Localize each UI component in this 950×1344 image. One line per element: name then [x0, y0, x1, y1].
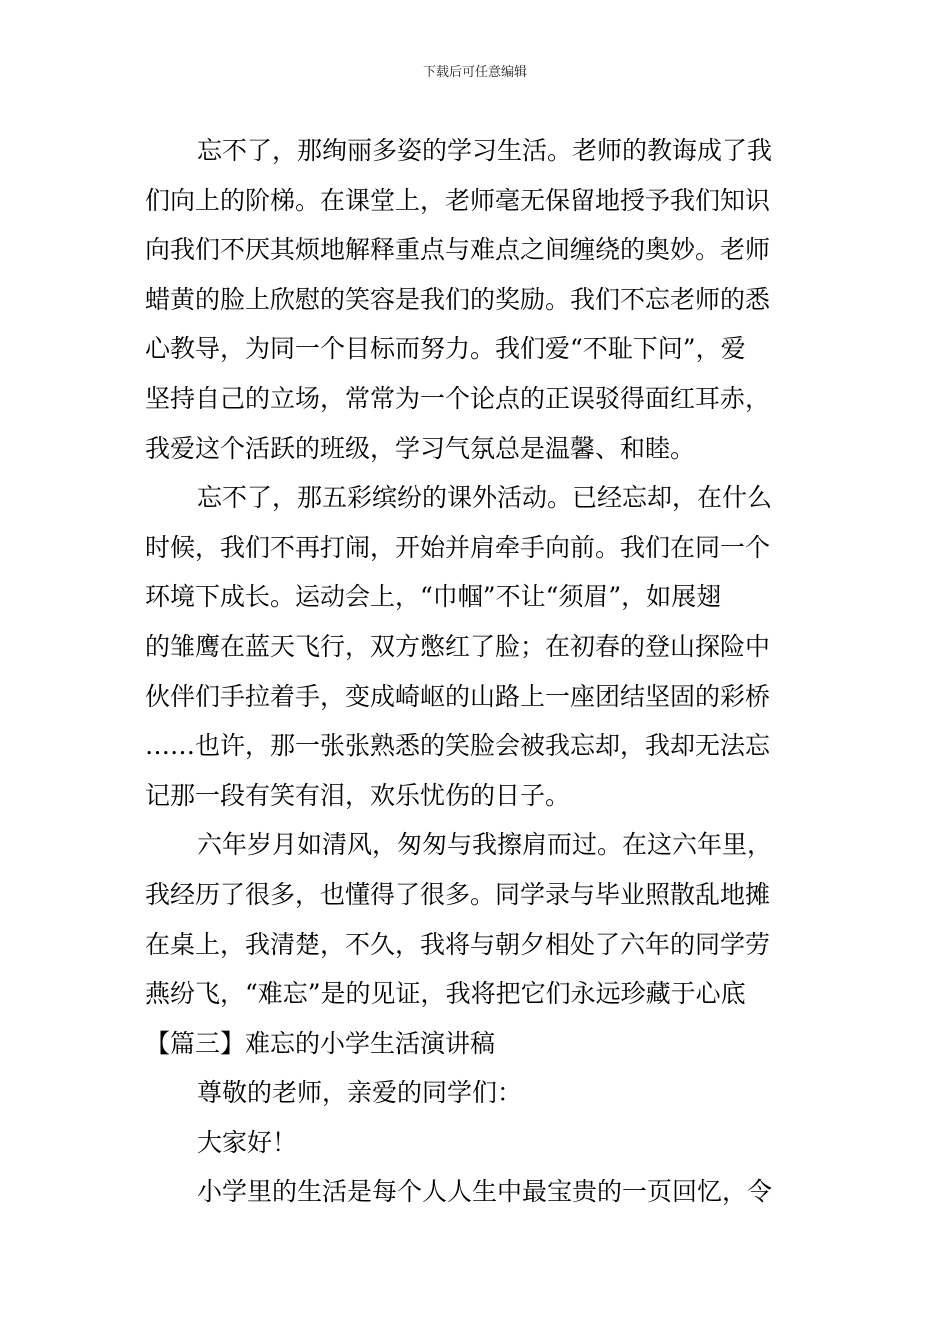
document-body [145, 126, 807, 1217]
text-line: 心教导，为同一个目标而努力。我们爱“不耻下问”，爱 [145, 334, 746, 364]
text-line: 我经历了很多，也懂得了很多。同学录与毕业照散乱地摊 [145, 879, 771, 909]
text-line: 六年岁月如清风，匆匆与我擦肩而过。在这六年里， [197, 830, 773, 860]
section-heading: 【篇三】难忘的小学生活演讲稿 [145, 1028, 496, 1058]
text-line: 伙伴们手拉着手，变成崎岖的山路上一座团结坚固的彩桥 [145, 681, 771, 711]
text-line: 忘不了，那绚丽多姿的学习生活。老师的教诲成了我 [197, 136, 773, 165]
text-line: 环境下成长。运动会上，“巾帼”不让“须眉”，如展翅 [145, 582, 722, 612]
text-line: 大家好！ [197, 1127, 298, 1157]
text-line: 时候，我们不再打闹，开始并肩牵手向前。我们在同一个 [145, 532, 771, 562]
page-header: 下载后可任意编辑 [422, 65, 527, 80]
text-line: 小学里的生活是每个人人生中最宝贵的一页回忆，令 [197, 1177, 773, 1207]
text-line: 向我们不厌其烦地解释重点与难点之间缠绕的奥妙。老师 [145, 235, 771, 265]
text-line: 忘不了，那五彩缤纷的课外活动。已经忘却，在什么 [197, 483, 773, 513]
text-line: 在桌上，我清楚，不久，我将与朝夕相处了六年的同学劳 [145, 929, 771, 959]
text-line: 燕纷飞，“难忘”是的见证，我将把它们永远珍藏于心底 [145, 979, 746, 1009]
text-line: 们向上的阶梯。在课堂上，老师毫无保留地授予我们知识 [145, 185, 771, 215]
text-line: 坚持自己的立场，常常为一个论点的正误驳得面红耳赤， [145, 383, 771, 413]
text-line: 的雏鹰在蓝天飞行，双方憋红了脸；在初春的登山探险中 [145, 631, 771, 661]
text-line: ……也许，那一张张熟悉的笑脸会被我忘却，我却无法忘 [145, 731, 771, 761]
text-line: 尊敬的老师，亲爱的同学们： [197, 1078, 523, 1108]
text-line: 我爱这个活跃的班级，学习气氛总是温馨、和睦。 [145, 433, 696, 463]
text-line: 蜡黄的脸上欣慰的笑容是我们的奖励。我们不忘老师的悉 [145, 284, 771, 314]
text-line: 记那一段有笑有泪，欢乐忧伤的日子。 [145, 780, 571, 810]
